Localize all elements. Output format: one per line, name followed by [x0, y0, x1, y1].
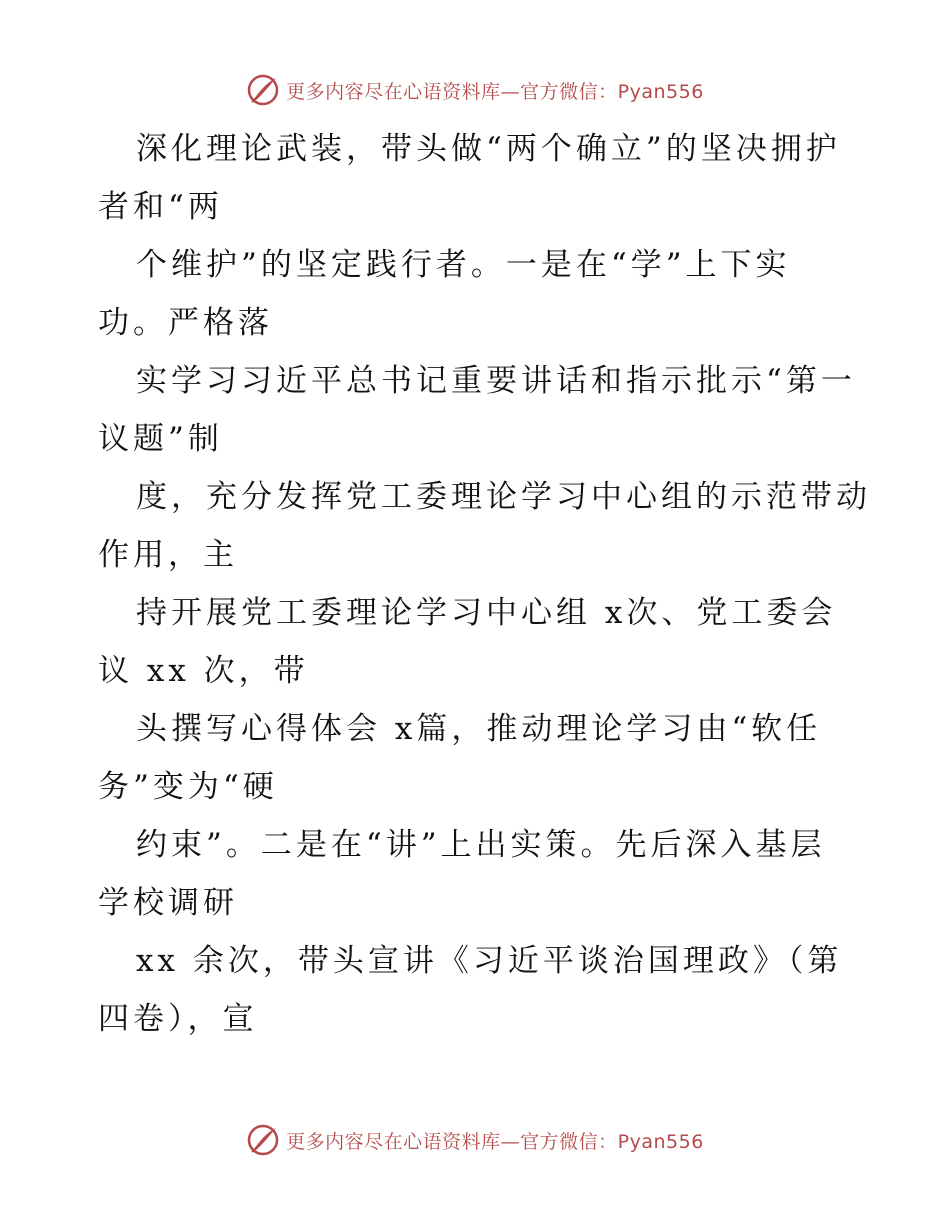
header-watermark-text: 更多内容尽在心语资料库—官方微信：Pyan556	[286, 80, 704, 103]
body-line: 深化理论武装，带头做“两个确立”的坚决拥护	[136, 131, 841, 167]
body-line: xx 余次，带头宣讲《习近平谈治国理政》（第	[136, 943, 843, 979]
body-line: 约束”。二是在“讲”上出实策。先后深入基层	[136, 827, 826, 863]
document-body	[98, 120, 878, 1048]
body-line: 议 xx 次，带	[98, 653, 309, 689]
feather-logo-icon	[246, 73, 280, 107]
body-line: 度，充分发挥党工委理论学习中心组的示范带动	[136, 479, 871, 515]
body-line: 学校调研	[98, 885, 238, 921]
body-line: 头撰写心得体会 x篇，推动理论学习由“软任	[136, 711, 822, 747]
body-line: 作用，主	[98, 537, 238, 573]
feather-logo-icon	[246, 1123, 280, 1157]
body-line: 个维护”的坚定践行者。一是在“学”上下实	[136, 247, 791, 283]
footer-watermark	[0, 1120, 950, 1160]
body-line: 务”变为“硬	[98, 769, 278, 805]
body-line: 议题”制	[98, 421, 223, 457]
body-line: 功。严格落	[98, 305, 273, 341]
body-line: 持开展党工委理论学习中心组 x次、党工委会	[136, 595, 837, 631]
body-line: 者和“两	[98, 189, 223, 225]
body-line: 实学习习近平总书记重要讲话和指示批示“第一	[136, 363, 856, 399]
body-line: 四卷），宣	[98, 1001, 258, 1037]
header-watermark	[0, 70, 950, 110]
footer-watermark-text: 更多内容尽在心语资料库—官方微信：Pyan556	[286, 1130, 704, 1153]
